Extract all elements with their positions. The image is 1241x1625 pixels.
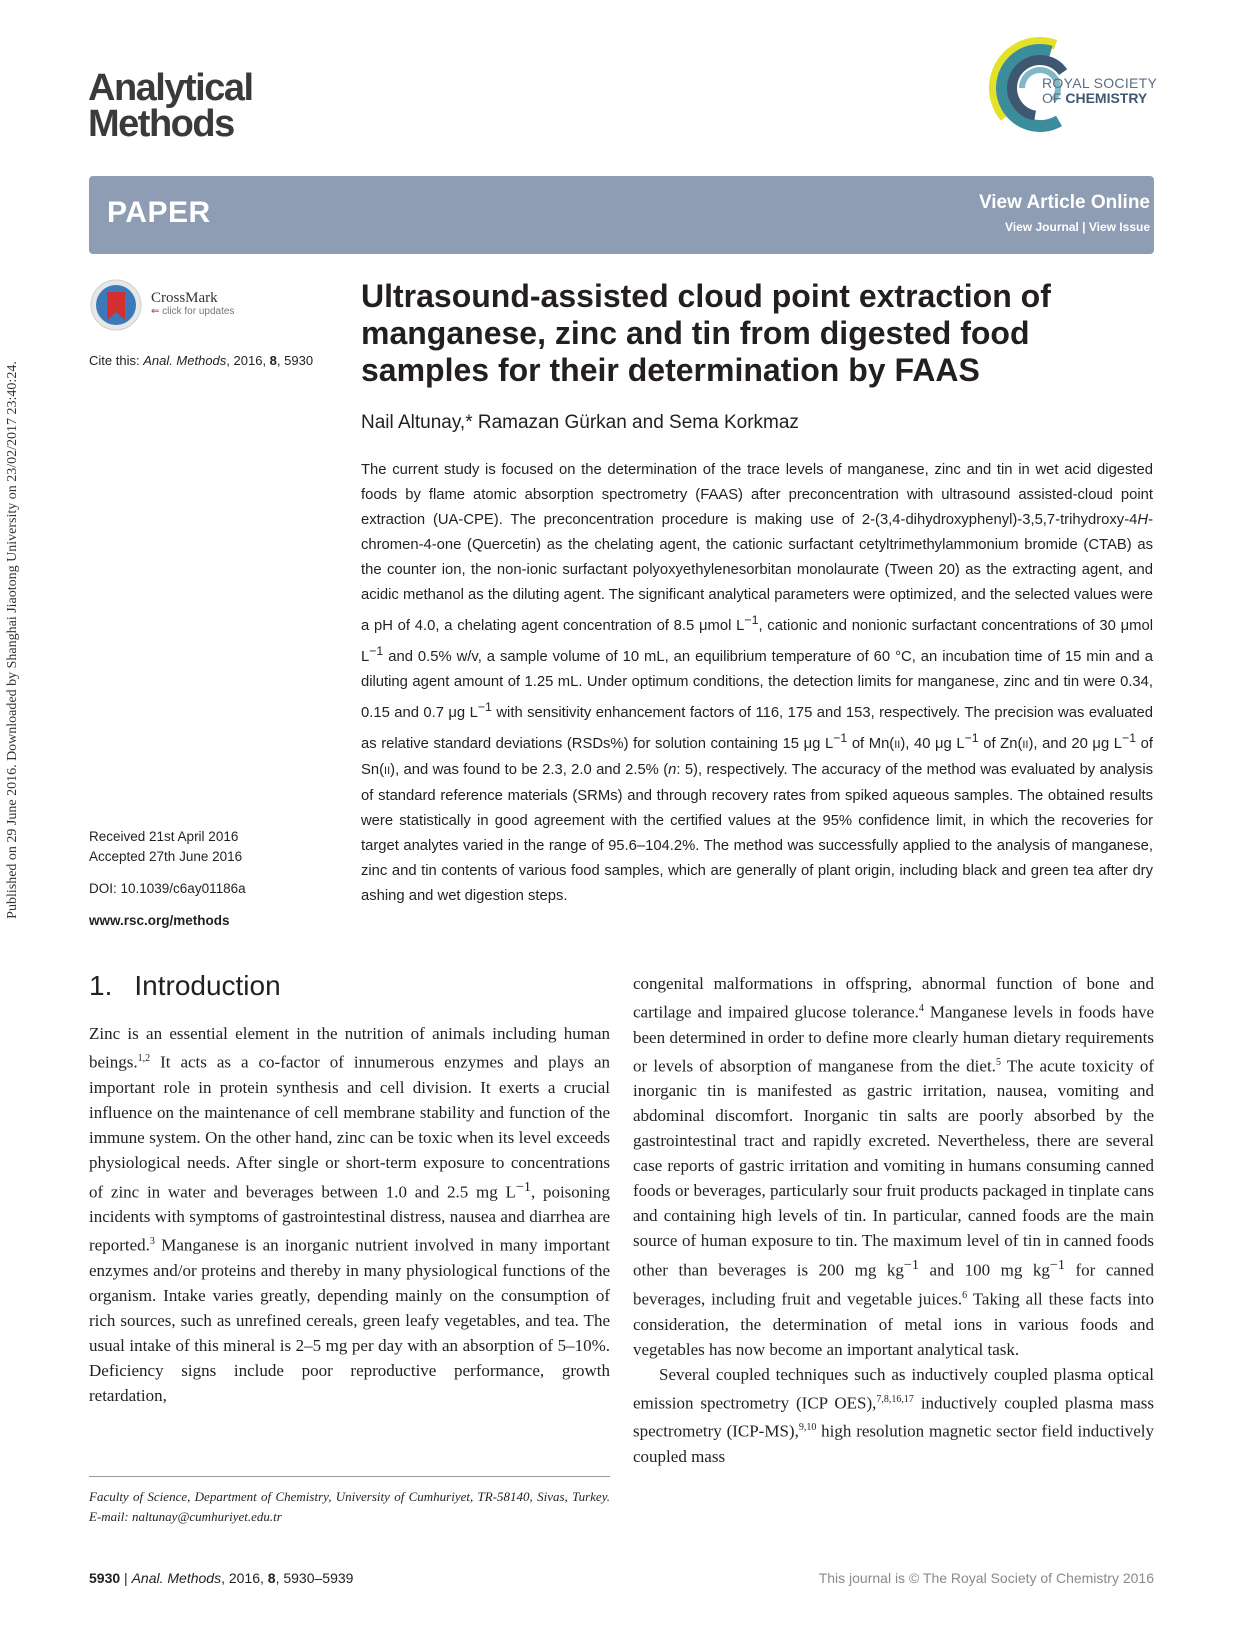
section-title: Introduction: [134, 970, 281, 1001]
reference-link[interactable]: 7,8,16,17: [876, 1393, 914, 1405]
rsc-logo-line2: OF CHEMISTRY: [1042, 90, 1148, 106]
section-number: 1.: [89, 970, 113, 1001]
journal-url-link[interactable]: www.rsc.org/methods: [89, 913, 230, 928]
received-date: Received 21st April 2016: [89, 829, 239, 844]
body-column-right: [633, 971, 1154, 1469]
copyright-notice: This journal is © The Royal Society of Chemistry 2016: [818, 1570, 1154, 1586]
journal-logo[interactable]: [88, 67, 253, 145]
doi-link[interactable]: DOI: 10.1039/c6ay01186a: [89, 881, 246, 896]
body-column-left: [89, 1021, 610, 1408]
paragraph: congenital malformations in offspring, abnormal function of bone and cartilage and impaired glucose tolerance.$^4$ Manganese levels in foods have been determined in order to define more clearly human dietary requirements or levels of absorption of manganese from the diet.$^5$ The acute toxicity of inorganic tin is manifested as gastric irritation, nausea, vomiting and abdominal discomfort. Inorganic tin salts are poorly absorbed by the gastrointestinal tract and rapidly excreted. Nevertheless, there are several case reports of gastric irritation and vomiting in humans consuming canned foods or beverages, particularly sour fruit products packaged in tinplate cans and containing high levels of tin. In particular, canned foods are the main source of human exposure to tin. The maximum level of tin in canned foods other than beverages is 200 mg $kg^{-1}$ and 100 mg $kg^{-1}$ for canned beverages, including fruit and vegetable juices.$^6$ Taking all these facts into consideration, the determination of metal ions in various foods and vegetables has now become an important analytical task.: [633, 974, 1154, 1359]
rsc-logo-line1: ROYAL SOCIETY: [1042, 75, 1158, 91]
article-type-label: PAPER: [107, 196, 211, 229]
citation: Cite this: Anal. Methods, 2016, 8, 5930: [89, 353, 314, 368]
journal-logo-line2: Methods: [88, 103, 234, 145]
crossmark-badge[interactable]: [89, 278, 234, 332]
view-journal-issue-links[interactable]: View Journal | View Issue: [1005, 220, 1150, 234]
reference-link[interactable]: 4: [918, 1003, 924, 1014]
reference-link[interactable]: 1,2: [137, 1053, 151, 1064]
journal-logo-line1: Analytical: [88, 67, 253, 109]
reference-link[interactable]: 3: [149, 1236, 155, 1248]
download-stamp-text: Published on 29 June 2016. Downloaded by Shanghai Jiaotong University on 23/02/2017 23:40:24.: [5, 361, 21, 919]
paragraph: Several coupled techniques such as inductively coupled plasma optical emission spectrometry (ICP OES),$^{7,8,16,17}$ inductively coupled plasma mass spectrometry (ICP-MS),$^{9,10}$ high resolution magnetic sector field inductively coupled mass: [633, 1364, 1154, 1466]
view-links: [979, 192, 1150, 234]
view-article-online-link[interactable]: View Article Online: [978, 192, 1150, 213]
reference-link[interactable]: 9,10: [798, 1422, 817, 1434]
crossmark-title: CrossMark: [151, 290, 218, 306]
footnote-divider: [89, 1476, 610, 1477]
article-title: Ultrasound-assisted cloud point extraction of manganese, zinc and tin from digested food samples for their determination by FAAS: [361, 278, 1051, 388]
affiliation-footnote: Faculty of Science, Department of Chemistry, University of Cumhuriyet, TR-58140, Sivas, Turkey. E-mail: naltunay@cumhuriyet.edu.tr: [89, 1489, 610, 1524]
reference-link[interactable]: 5: [995, 1056, 1001, 1068]
page-number: 5930: [89, 1570, 121, 1586]
download-stamp: [2, 300, 24, 980]
reference-link[interactable]: 6: [962, 1289, 968, 1301]
article-history: [89, 827, 246, 931]
accepted-date: Accepted 27th June 2016: [89, 849, 243, 864]
page-footer-citation: 5930 | Anal. Methods, 2016, 8, 5930–5939: [89, 1570, 354, 1586]
abstract: The current study is focused on the determination of the trace levels of manganese, zinc and tin in wet acid digested foods by flame atomic absorption spectrometry (FAAS) after preconcentration with ultrasound assisted-cloud point extraction (UA-CPE). The preconcentration procedure is making use of 2-(3,4-dihydroxyphenyl)-3,5,7-trihydroxy-4H-chromen-4-one (Quercetin) as the chelating agent, the cationic surfactant cetyltrimethylammonium bromide (CTAB) as the counter ion, the non-ionic surfactant polyoxyethylenesorbitan monolaurate (Tween 20) as the extracting agent, and acidic methanol as the diluting agent. The significant analytical parameters were optimized, and the selected values were a pH of 4.0, a chelating agent concentration of 8.5 μmol $L^{-1}$, cationic and nonionic surfactant concentrations of 30 μmol $L^{-1}$ and 0.5% w/v, a sample volume of 10 mL, an equilibrium temperature of 60 °C, an incubation time of 15 min and a diluting agent amount of 1.25 mL. Under optimum conditions, the detection limits for manganese, zinc and tin were 0.34, 0.15 and 0.7 μg $L^{-1}$ with sensitivity enhancement factors of 116, 175 and 153, respectively. The precision was evaluated as relative standard deviations (RSDs%) for solution containing 15 μg $L^{-1}$ of Mn(II), 40 μg $L^{-1}$ of Zn(II), and 20 μg $L^{-1}$ of Sn(II), and was found to be 2.3, 2.0 and 2.5% (n: 5), respectively. The accuracy of the method was evaluated by analysis of standard reference materials (SRMs) and through recovery rates from spiked aqueous samples. The obtained results were statistically in good agreement with the certified values at the 95% confidence limit, in which the recoveries for target analytes varied in the range of 95.6–104.2%. The method was successfully applied to the analysis of manganese, zinc and tin contents of various food samples, which are generally of plant origin, including black and green tea after dry ashing and wet digestion steps.: [361, 462, 1153, 904]
section-heading: [89, 970, 281, 1002]
crossmark-icon: [89, 278, 143, 332]
author-list: Nail Altunay,* Ramazan Gürkan and Sema Korkmaz: [361, 412, 799, 433]
rsc-logo-text: [1042, 76, 1157, 106]
paragraph: Zinc is an essential element in the nutrition of animals including human beings.$^{1,2}$ It acts as a co-factor of innumerous enzymes and plays an important role in protein synthesis and cell division. It exerts a crucial influence on the maintenance of cell membrane stability and function of the immune system. On the other hand, zinc can be toxic when its level exceeds physiological needs. After single or short-term exposure to concentrations of zinc in water and beverages between 1.0 and 2.5 mg $L^{-1}$, poisoning incidents with symptoms of gastrointestinal distress, nausea and diarrhea are reported.$^3$ Manganese is an inorganic nutrient involved in many important enzymes and/or proteins and thereby in many physiological functions of the organism. Intake varies greatly, depending mainly on the consumption of rich sources, such as unrefined cereals, green leafy vegetables, and tea. The usual intake of this mineral is 2–5 mg per day with an absorption of 5–10%. Deficiency signs include poor reproductive performance, growth retardation,: [89, 1024, 611, 1405]
crossmark-subtitle: ⇐ click for updates: [151, 306, 235, 317]
